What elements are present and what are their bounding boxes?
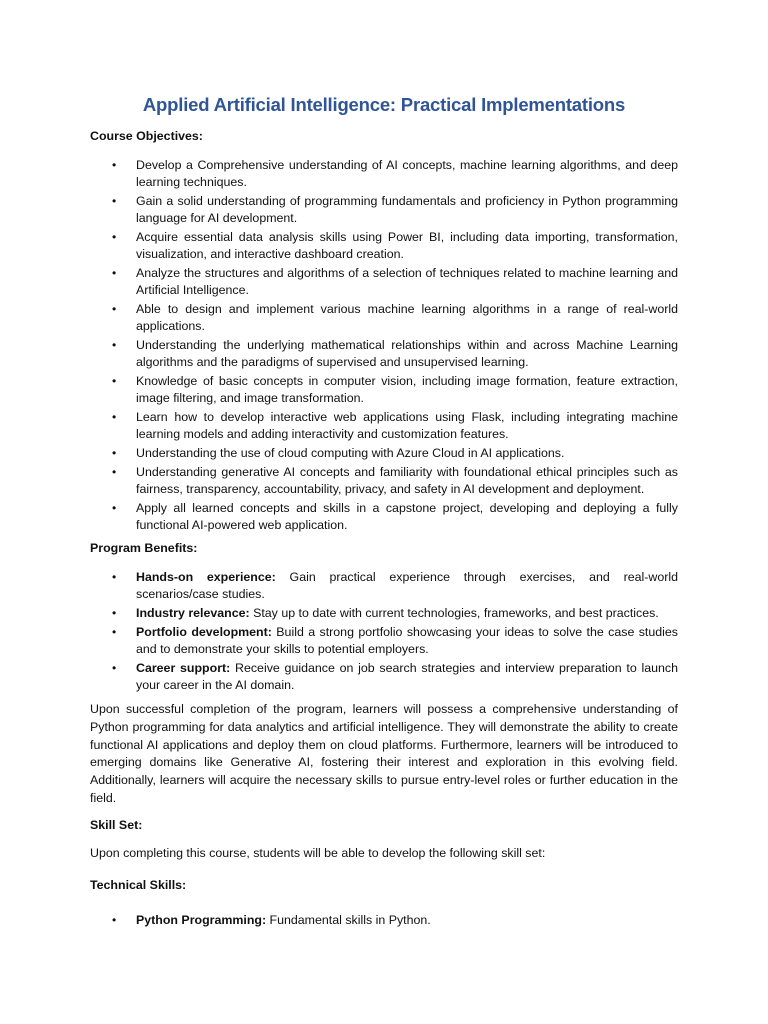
- list-item: • Portfolio development: Build a strong portfolio showcasing your ideas to solve the case studies and to demonstrate your skills to potential employers.: [112, 624, 678, 656]
- bullet-icon: •: [112, 373, 117, 388]
- program-benefits-list: [90, 569, 678, 694]
- list-item: • Industry relevance: Stay up to date with current technologies, frameworks, and best practices.: [90, 605, 678, 622]
- benefit-label: Industry relevance:: [136, 605, 250, 620]
- bullet-icon: •: [112, 913, 117, 927]
- benefit-label: Portfolio development:: [136, 624, 272, 639]
- bullet-icon: •: [112, 229, 117, 244]
- completion-paragraph: Upon successful completion of the program, learners will possess a comprehensive understanding of Python programming for data analytics and artificial intelligence. They will demonstrate the ability to create functional AI applications and deploy them on cloud platforms. Furthermore, learners will be introduced to emerging domains like Generative AI, fostering their interest and exploration in this evolving field. Additionally, learners will acquire the necessary skills to pursue entry-level roles or further education in the field.: [90, 702, 678, 805]
- list-item: • Understanding the use of cloud computing with Azure Cloud in AI applications.: [90, 445, 678, 462]
- program-benefits-heading: Program Benefits:: [90, 541, 198, 555]
- bullet-icon: •: [112, 337, 117, 352]
- course-objectives-list: [90, 157, 678, 534]
- bullet-icon: •: [112, 301, 117, 316]
- bullet-icon: •: [112, 624, 117, 639]
- skill-label: Python Programming:: [136, 913, 267, 927]
- list-item: • Career support: Receive guidance on job search strategies and interview preparation to launch your career in the AI domain.: [112, 660, 678, 692]
- bullet-icon: •: [112, 193, 117, 208]
- list-item: • Understanding the underlying mathematical relationships within and across Machine Learning algorithms and the paradigms of supervised and unsupervised learning.: [112, 337, 678, 370]
- skill-set-heading: Skill Set:: [90, 818, 143, 832]
- course-objectives-heading: Course Objectives:: [90, 129, 203, 143]
- list-item: • Learn how to develop interactive web applications using Flask, including integrating machine learning models and adding interactivity and customization features.: [112, 409, 678, 442]
- bullet-icon: •: [112, 464, 117, 479]
- bullet-icon: •: [112, 265, 117, 280]
- list-item: • Acquire essential data analysis skills using Power BI, including data importing, transformation, visualization, and interactive dashboard creation.: [112, 229, 678, 262]
- bullet-icon: •: [112, 570, 117, 584]
- bullet-icon: •: [112, 660, 117, 675]
- list-item: • Python Programming: Fundamental skills in Python.: [90, 912, 678, 929]
- bullet-icon: •: [112, 409, 117, 424]
- list-item: • Able to design and implement various machine learning algorithms in a range of real-world applications.: [112, 301, 678, 334]
- benefit-label: Hands-on experience:: [136, 570, 276, 584]
- bullet-icon: •: [112, 445, 117, 460]
- skill-set-intro: Upon completing this course, students will be able to develop the following skill set:: [90, 846, 546, 860]
- bullet-icon: •: [112, 605, 117, 620]
- page-title: Applied Artificial Intelligence: Practical Implementations: [142, 94, 626, 115]
- list-item: • Understanding generative AI concepts and familiarity with foundational ethical principles such as fairness, transparency, accountability, privacy, and safety in AI development and deployment.: [112, 464, 678, 496]
- bullet-icon: •: [112, 500, 117, 515]
- list-item: • Hands-on experience: Gain practical experience through exercises, and real-world scenarios/case studies.: [112, 570, 678, 602]
- bullet-icon: •: [112, 158, 117, 172]
- technical-skills-list: [90, 912, 678, 929]
- list-item: • Knowledge of basic concepts in computer vision, including image formation, feature extraction, image filtering, and image transformation.: [112, 373, 678, 406]
- technical-skills-heading: Technical Skills:: [90, 878, 187, 892]
- list-item: • Develop a Comprehensive understanding of AI concepts, machine learning algorithms, and deep learning techniques.: [112, 158, 678, 190]
- list-item: • Analyze the structures and algorithms of a selection of techniques related to machine learning and Artificial Intelligence.: [112, 265, 678, 298]
- list-item: • Gain a solid understanding of programming fundamentals and proficiency in Python programming language for AI development.: [112, 193, 678, 226]
- list-item: • Apply all learned concepts and skills in a capstone project, developing and deploying a fully functional AI-powered web application.: [112, 500, 678, 532]
- benefit-label: Career support:: [136, 660, 231, 675]
